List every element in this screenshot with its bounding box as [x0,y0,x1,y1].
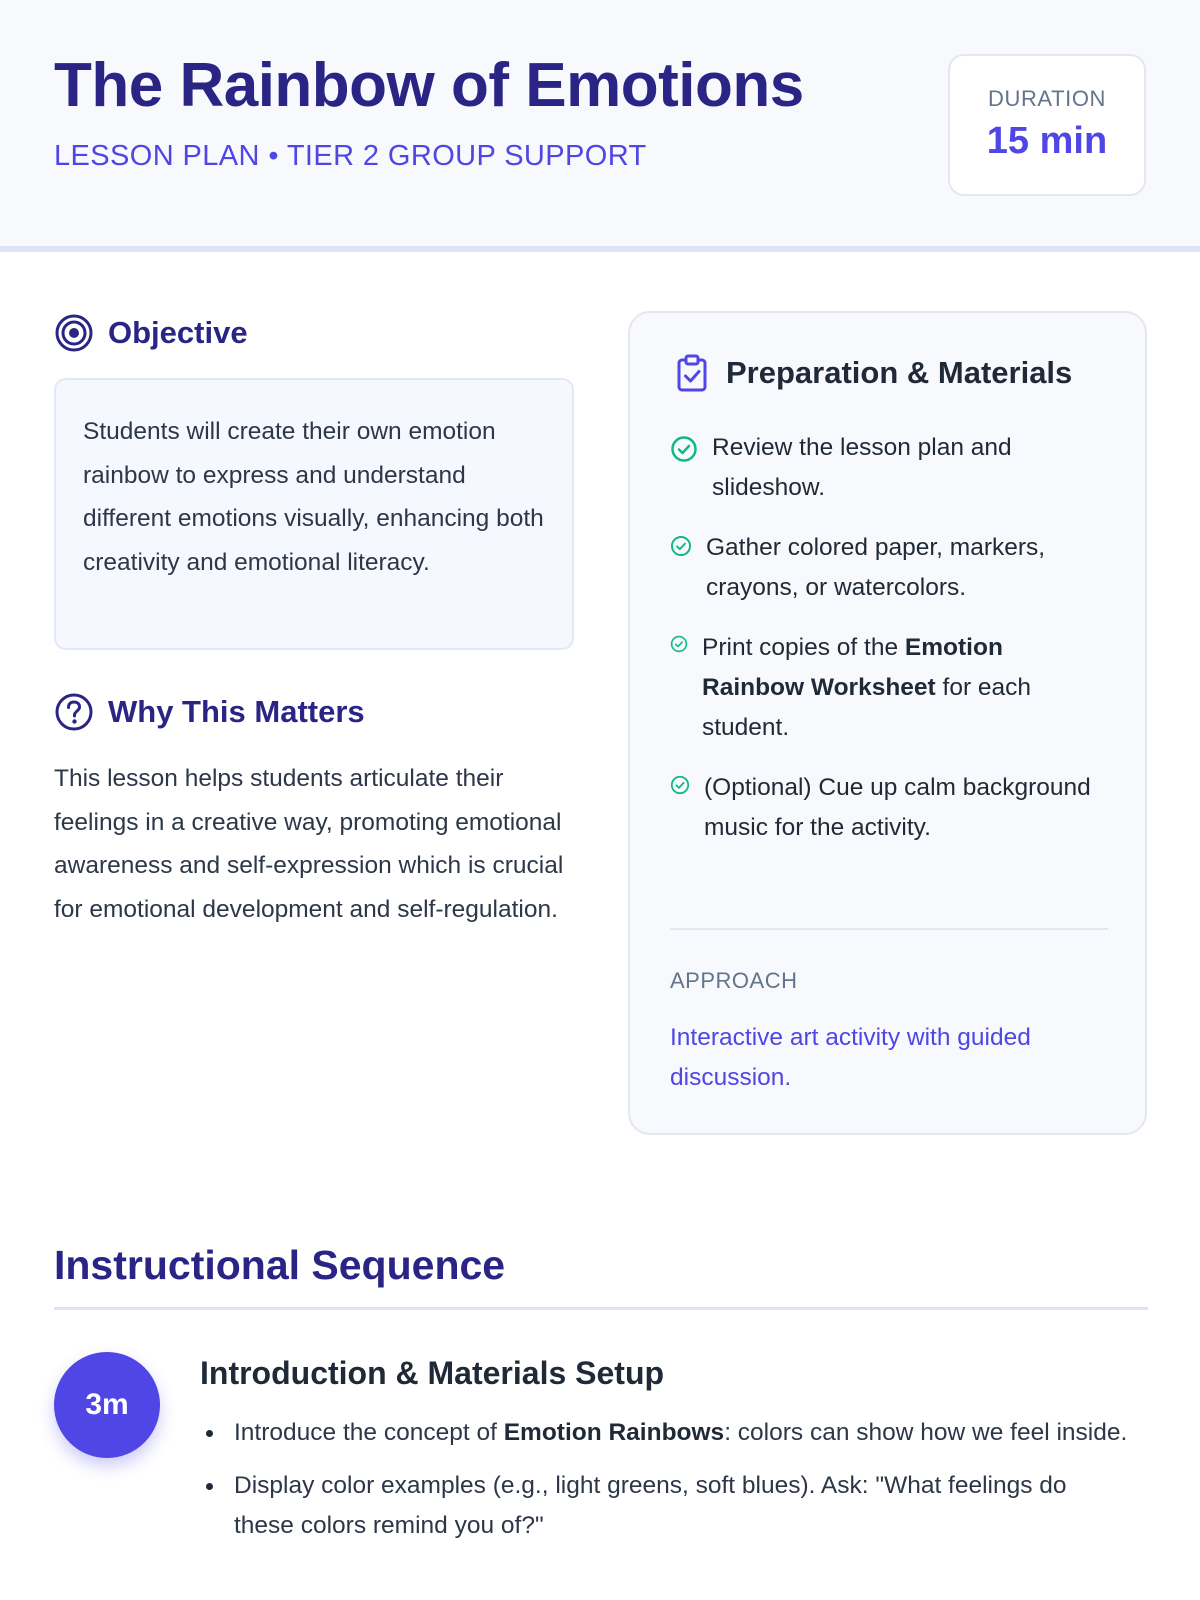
check-circle-icon [670,535,692,562]
duration-value: 15 min [986,120,1108,162]
question-circle-icon [54,692,94,732]
approach-label: APPROACH [670,968,798,993]
why-heading-label: Why This Matters [108,694,365,729]
clipboard-check-icon [672,353,712,393]
objective-box [54,378,574,650]
step-title: Introduction & Materials Setup [200,1355,665,1391]
page-header [0,0,1200,252]
bullet-text-part: Display color examples (e.g., light greens, soft blues). Ask: "What feelings do these colors remind you of?" [234,1472,1067,1539]
objective-text: Students will create their own emotion rainbow to express and understand different emotions visually, enhancing both creativity and emotional literacy. [83,418,544,576]
step-bullet-list [200,1413,1130,1559]
objective-heading [54,313,248,353]
why-heading [54,692,365,732]
why-text: This lesson helps students articulate their feelings in a creative way, promoting emotional awareness and self-expression which is crucial for emotional development and self-regulation. [54,765,564,923]
list-item [200,1413,1130,1453]
concept-name: Emotion Rainbows [503,1419,725,1446]
preparation-heading [672,353,1072,393]
preparation-item-text: Review the lesson plan and slideshow. [712,434,1012,501]
duration-label: DURATION [987,86,1107,111]
check-circle-icon [670,635,688,658]
page-subtitle: LESSON PLAN • TIER 2 GROUP SUPPORT [54,140,647,172]
check-circle-icon [670,775,690,800]
sequence-heading: Instructional Sequence [54,1242,506,1288]
step-duration-badge: 3m [54,1352,160,1458]
preparation-heading-label: Preparation & Materials [726,355,1073,390]
bullet-text-part: : colors can show how we feel inside. [724,1419,1128,1446]
preparation-item-text-part: for each student. [702,674,1032,741]
list-item [670,428,1110,508]
preparation-card [628,311,1147,1135]
divider [670,928,1108,930]
bullet-text-part: Introduce the concept of [234,1419,504,1446]
divider [54,1307,1148,1310]
preparation-item-text: (Optional) Cue up calm background music for the activity. [704,774,1091,841]
target-icon [54,313,94,353]
preparation-list [670,428,1110,868]
worksheet-name: Emotion Rainbow Worksheet [702,634,1003,701]
approach-text: Interactive art activity with guided discussion. [670,1024,1031,1091]
duration-card [948,54,1146,196]
list-item [670,628,1110,748]
list-item [200,1466,1130,1546]
list-item [670,528,1110,608]
page-title: The Rainbow of Emotions [54,51,804,120]
preparation-item-text [702,628,1110,748]
check-circle-icon [670,435,698,468]
objective-heading-label: Objective [108,315,248,350]
preparation-item-text-part: Print copies of the [702,634,905,661]
preparation-item-text: Gather colored paper, markers, crayons, or watercolors. [706,534,1046,601]
list-item [670,768,1110,848]
